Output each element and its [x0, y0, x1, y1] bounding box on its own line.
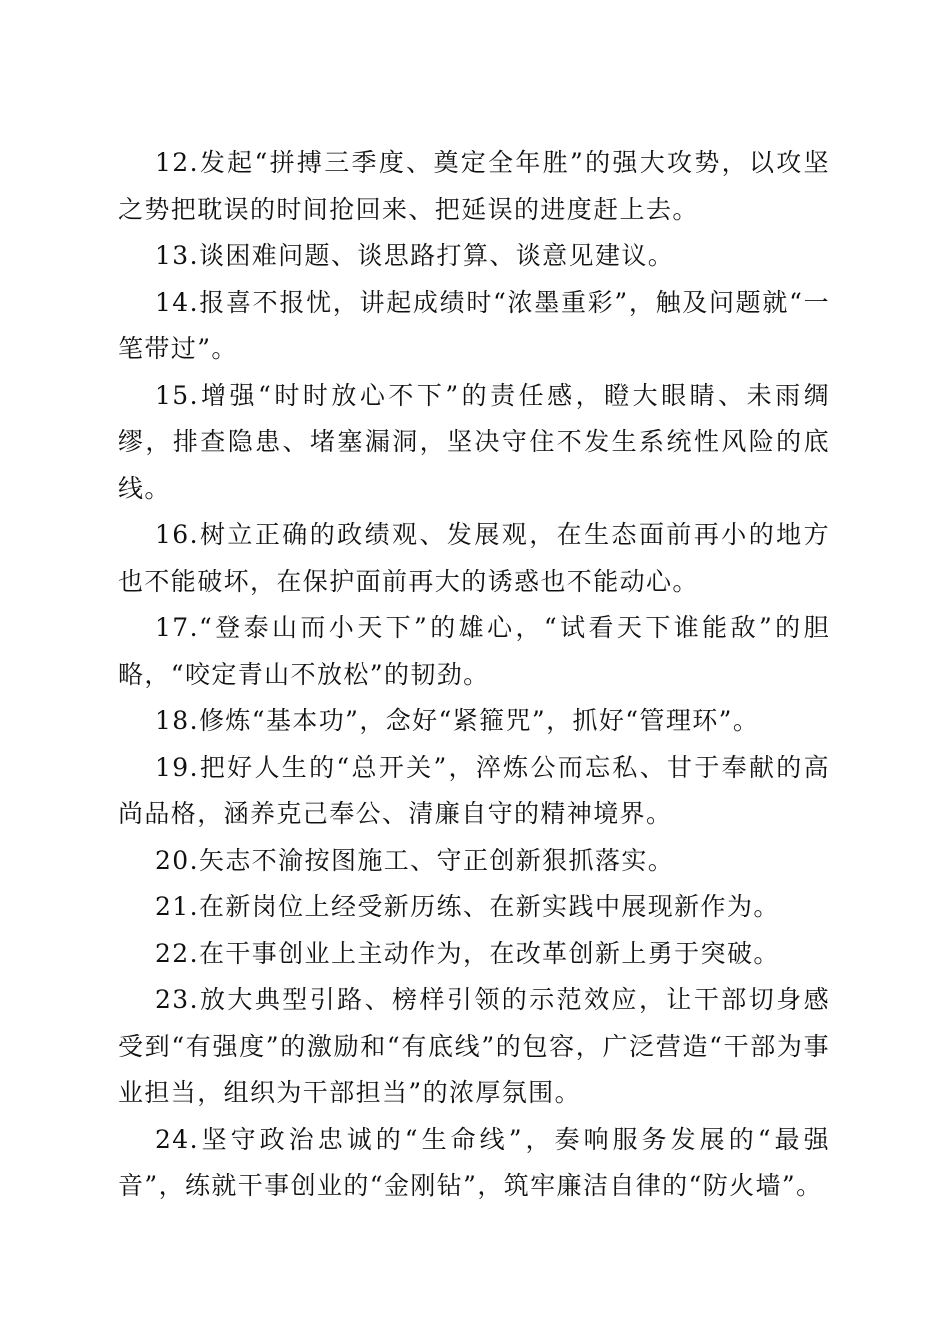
paragraph-12: 12.发起“拼搏三季度、奠定全年胜”的强大攻势，以攻坚之势把耽误的时间抢回来、把延误的进度赶上去。 — [118, 148, 830, 224]
paragraph-15: 15.增强“时时放心不下”的责任感，瞪大眼睛、未雨绸缪，排查隐患、堵塞漏洞，坚决守住不发生系统性风险的底线。 — [118, 380, 830, 503]
paragraph-13: 13.谈困难问题、谈思路打算、谈意见建议。 — [155, 241, 675, 270]
paragraph-14: 14.报喜不报忧，讲起成绩时“浓墨重彩”，触及问题就“一笔带过”。 — [118, 287, 830, 363]
paragraph-18: 18.修炼“基本功”，念好“紧箍咒”，抓好“管理环”。 — [155, 706, 760, 735]
paragraph-19: 19.把好人生的“总开关”，淬炼公而忘私、甘于奉献的高尚品格，涵养克己奉公、清廉自守的精神境界。 — [118, 752, 830, 828]
paragraph-22: 22.在干事创业上主动作为，在改革创新上勇于突破。 — [155, 938, 780, 968]
paragraph-21: 21.在新岗位上经受新历练、在新实践中展现新作为。 — [155, 892, 780, 921]
document-body — [118, 140, 830, 1210]
paragraph-24: 24.坚守政治忠诚的“生命线”，奏响服务发展的“最强音”，练就干事创业的“金刚钻”，筑牢廉洁自律的“防火墙”。 — [118, 1124, 830, 1200]
paragraph-17: 17.“登泰山而小天下”的雄心，“试看天下谁能敌”的胆略，“咬定青山不放松”的韧劲。 — [118, 613, 830, 689]
paragraph-20: 20.矢志不渝按图施工、守正创新狠抓落实。 — [155, 845, 675, 875]
paragraph-16: 16.树立正确的政绩观、发展观，在生态面前再小的地方也不能破坏，在保护面前再大的诱惑也不能动心。 — [118, 520, 830, 596]
paragraph-23: 23.放大典型引路、榜样引领的示范效应，让干部切身感受到“有强度”的激励和“有底线”的包容，广泛营造“干部为事业担当，组织为干部担当”的浓厚氛围。 — [118, 985, 830, 1107]
